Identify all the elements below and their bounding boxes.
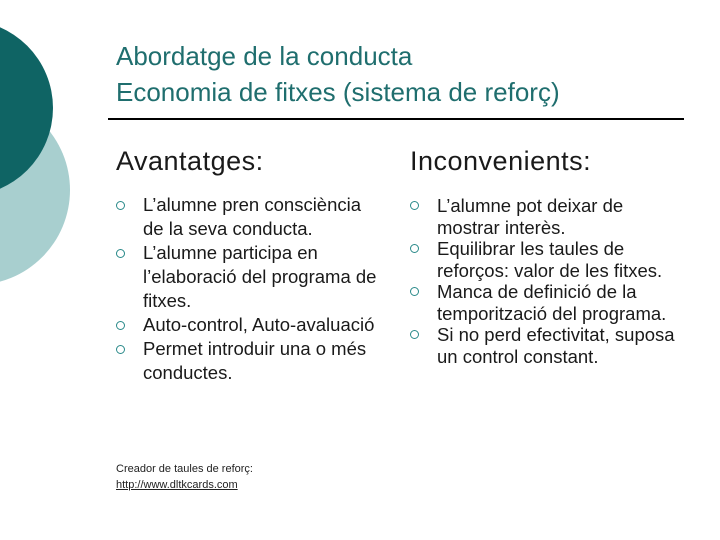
bullet-icon [410,287,419,296]
slide-title [116,38,696,110]
bullet-icon [116,321,125,330]
disadvantages-heading: Inconvenients: [410,146,592,176]
advantages-heading: Avantatges: [116,146,264,176]
advantages-list [116,193,386,385]
disadvantages-column [410,146,680,367]
footer-link[interactable]: http://www.dltkcards.com [116,479,238,491]
disadvantages-list [410,195,680,367]
list-item: L’alumne pot deixar de mostrar interès. [410,195,680,238]
bullet-icon [116,201,125,210]
bullet-icon [116,345,125,354]
list-item: Manca de definició de la temporització del programa. [410,281,680,324]
bullet-icon [410,244,419,253]
list-item: Auto-control, Auto-avaluació [116,313,386,337]
bullet-icon [116,249,125,258]
bullet-icon [410,201,419,210]
title-line-1: Abordatge de la conducta [116,41,413,71]
title-line-2: Economia de fitxes (sistema de reforç) [116,77,560,107]
list-item: Equilibrar les taules de reforços: valor de les fitxes. [410,238,680,281]
advantages-column [116,146,386,385]
list-item: Permet introduir una o més conductes. [116,337,386,385]
list-item: Si no perd efectivitat, suposa un control constant. [410,324,680,367]
footer-label: Creador de taules de reforç: [116,463,253,475]
bullet-icon [410,330,419,339]
footer-credit [116,461,253,493]
list-item: L’alumne participa en l’elaboració del programa de fitxes. [116,241,386,313]
list-item: L’alumne pren consciència de la seva conducta. [116,193,386,241]
decorative-circles [0,0,80,300]
title-divider [108,118,684,120]
